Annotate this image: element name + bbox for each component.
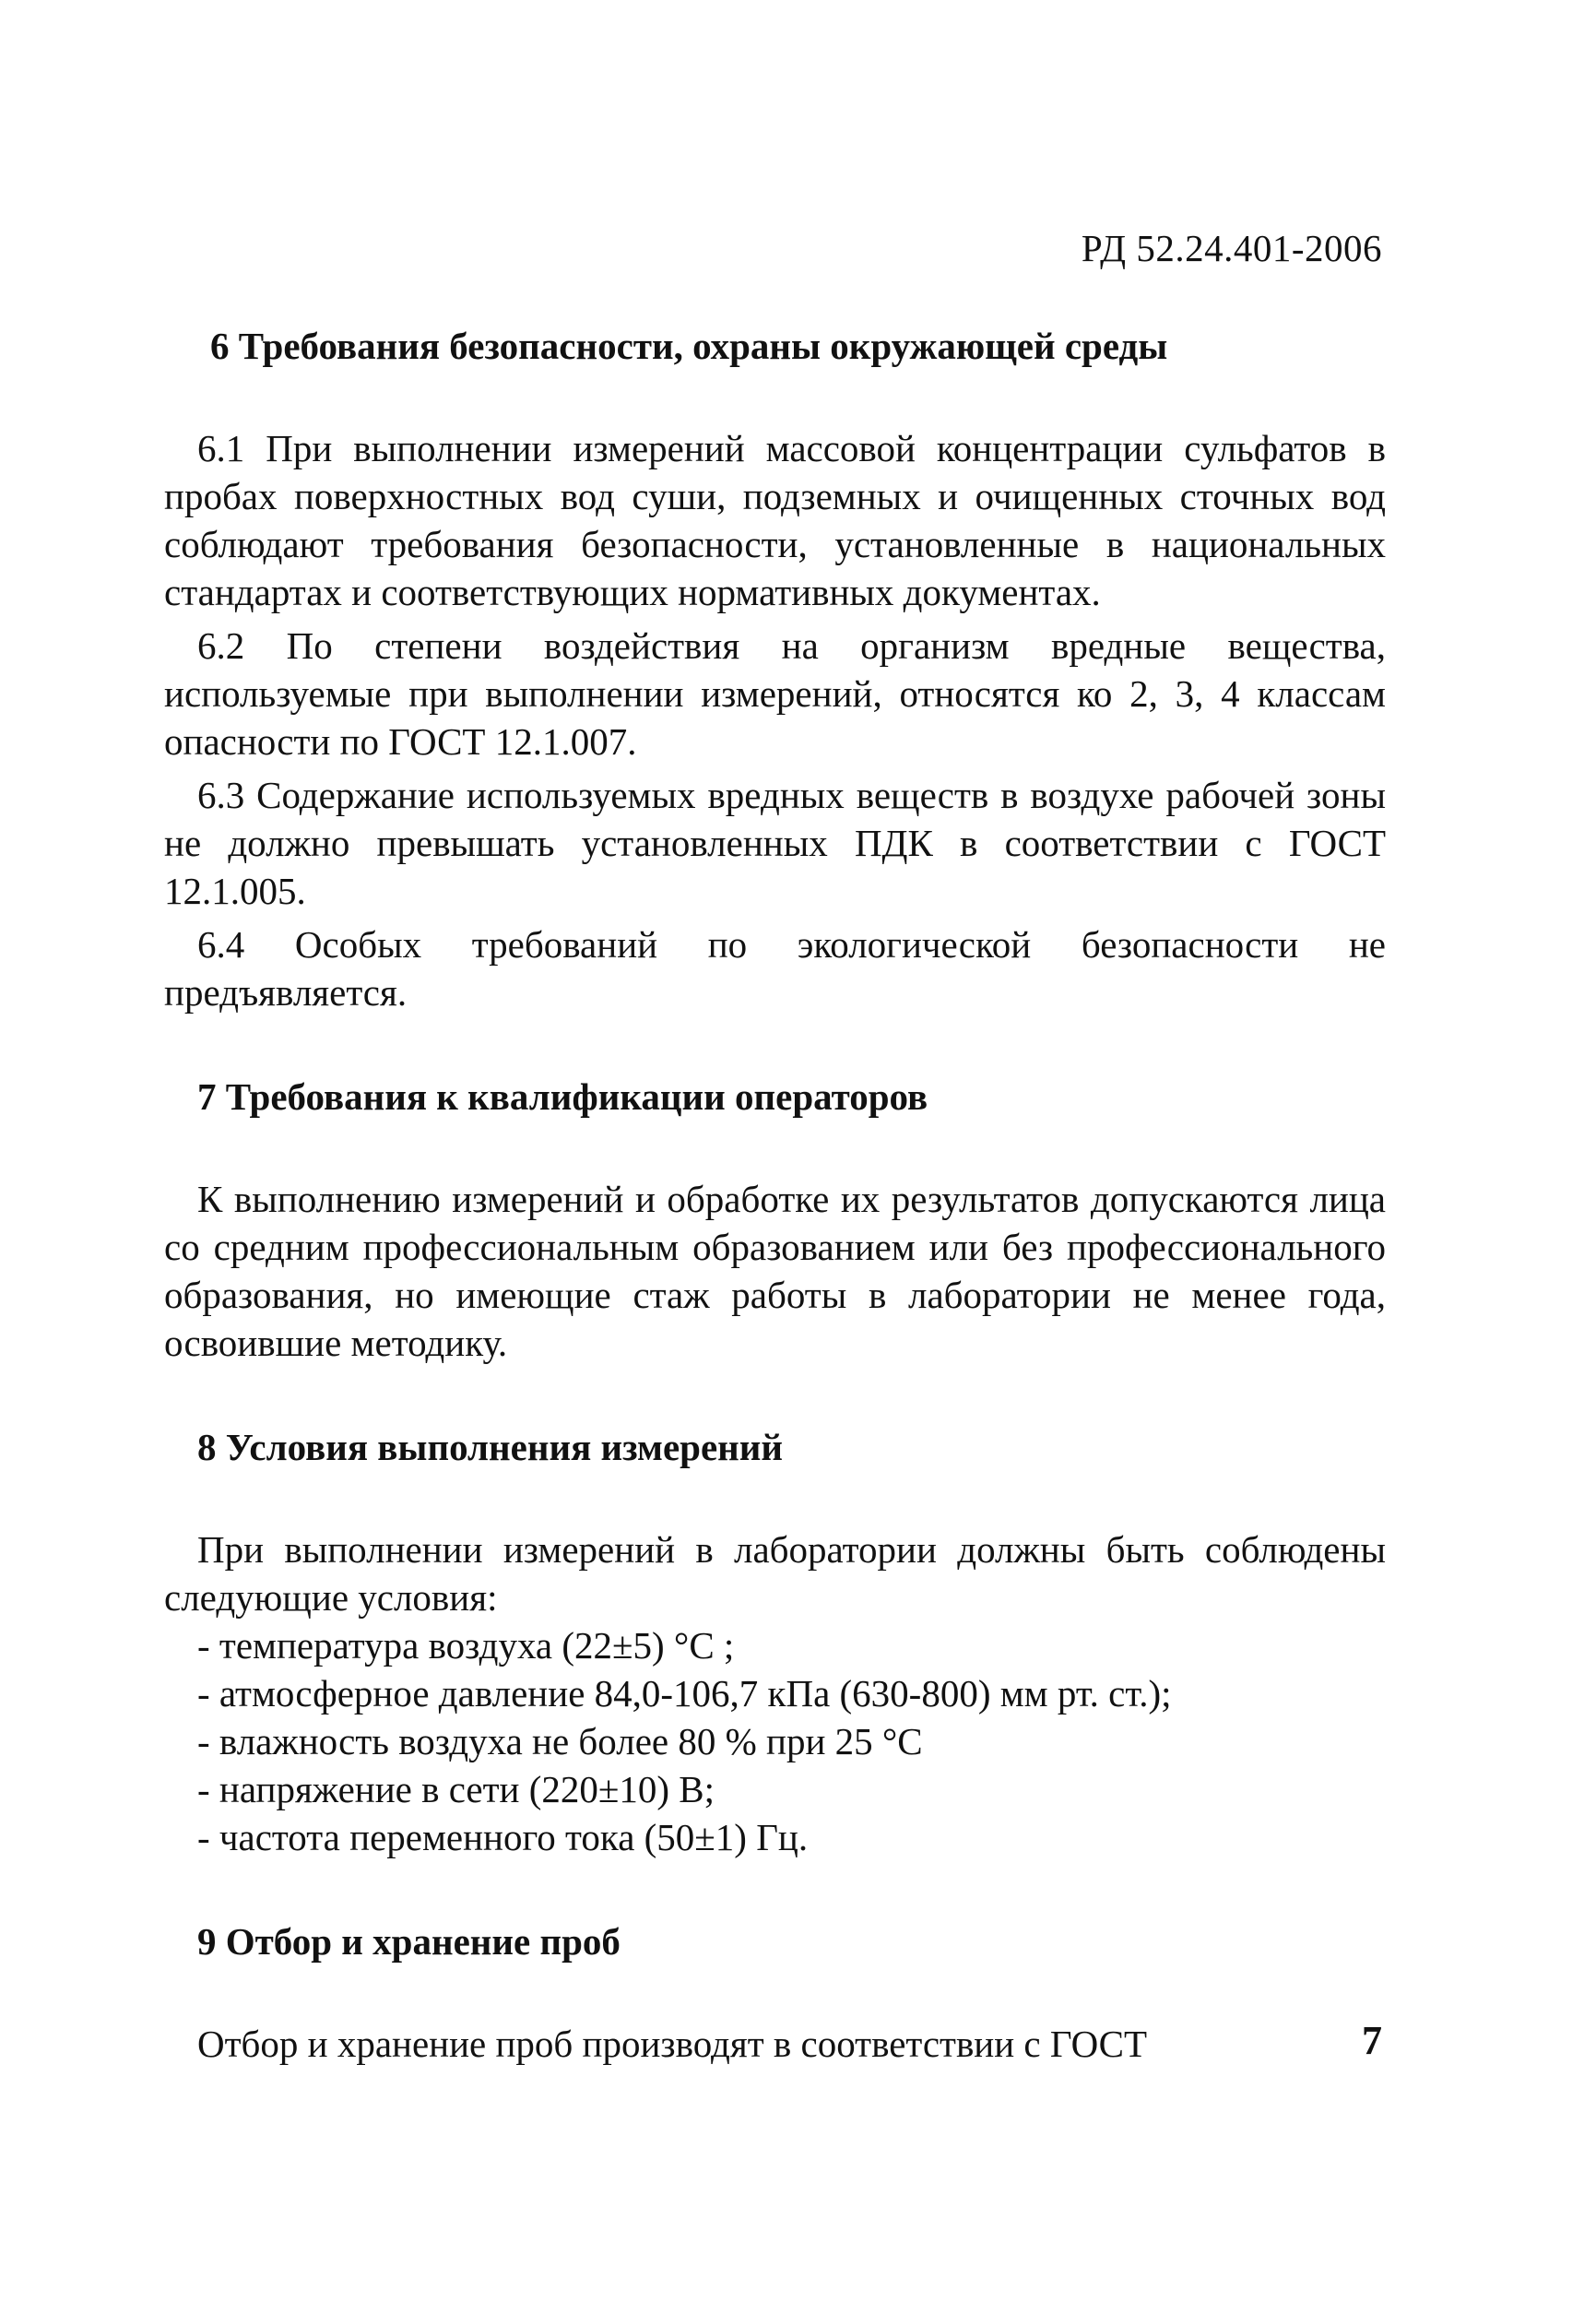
section-7-heading: 7 Требования к квалификации операторов [197,1075,928,1118]
section-8-intro: При выполнении измерений в лаборатории должны быть соблюдены следующие условия: [164,1528,1386,1619]
document-code: РД 52.24.401-2006 [1081,227,1382,269]
conditions-list [164,1621,1386,1861]
section-8-heading: 8 Условия выполнения измерений [197,1426,784,1468]
paragraph-6-2: 6.2 По степени воздействия на организм вредные вещества, используемые при выполнении измерений, относятся ко 2, 3, 4 классам опасности по ГОСТ 12.1.007. [164,624,1386,763]
paragraph-6-1: 6.1 При выполнении измерений массовой концентрации сульфатов в пробах поверхностных вод суши, подземных и очищенных сточных вод соблюдают требования безопасности, установленные в национальных стандартах и соответствующих нормативных документах. [164,427,1386,613]
condition-item: - температура воздуха (22±5) °С ; [197,1624,735,1667]
document-body [164,323,1386,2068]
paragraph-6-3: 6.3 Содержание используемых вредных веществ в воздухе рабочей зоны не должно превышать установленных ПДК в соответствии с ГОСТ 12.1.005. [164,774,1386,912]
condition-item: - напряжение в сети (220±10) В; [197,1768,715,1810]
section-9-heading: 9 Отбор и хранение проб [197,1920,621,1963]
section-7-text: К выполнению измерений и обработке их результатов допускаются лица со средним профессиональным образованием или без профессионального образования, но имеющие стаж работы в лаборатории не менее года, освоившие методику. [164,1178,1386,1364]
section-6-heading: 6 Требования безопасности, охраны окружающей среды [210,325,1168,367]
section-9-text: Отбор и хранение проб производят в соответствии с ГОСТ [197,2023,1148,2065]
condition-item: - атмосферное давление 84,0-106,7 кПа (630-800) мм рт. ст.); [197,1672,1172,1715]
condition-item: - частота переменного тока (50±1) Гц. [197,1816,809,1858]
condition-item: - влажность воздуха не более 80 % при 25 °С [197,1720,923,1762]
paragraph-6-4: 6.4 Особых требований по экологической безопасности не предъявляется. [164,923,1386,1014]
page-number: 7 [1362,2018,1382,2063]
